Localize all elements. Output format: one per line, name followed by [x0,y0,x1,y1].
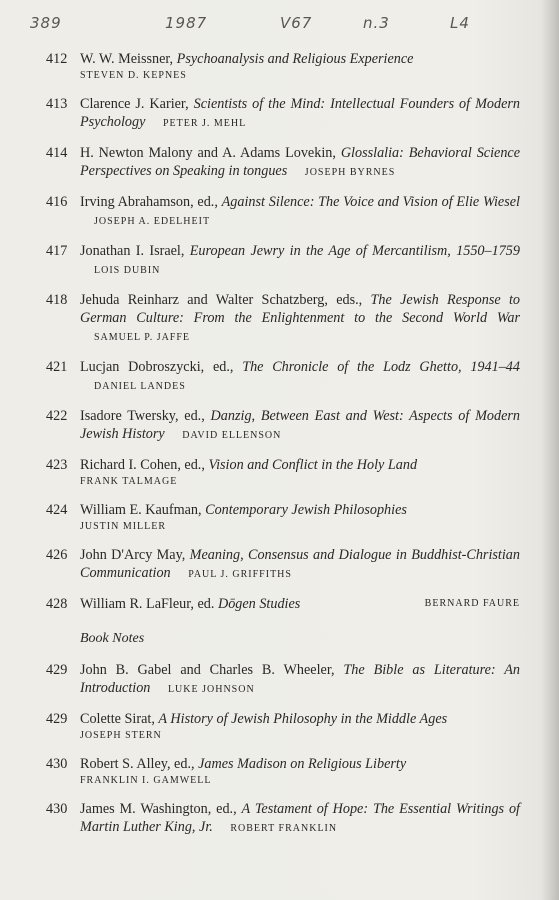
entry-title: Meaning, Consensus and Dialogue in Buddhist-Christian Communication [80,547,520,581]
entry-title: A Testament of Hope: The Essential Writings of Martin Luther King, Jr. [80,801,520,835]
review-entry [46,595,520,613]
review-entry [46,546,520,584]
entry-reviewer: LUKE JOHNSON [167,684,255,695]
entry-author: William R. LaFleur, ed. [80,596,218,612]
entry-author: John B. Gabel and Charles B. Wheeler, [80,662,344,678]
entry-reviewer: BERNARD FAURE [424,598,520,609]
page-number: 424 [46,502,68,518]
page-number: 413 [46,96,68,112]
book-note-entry [46,800,520,838]
review-entry [46,193,520,231]
entry-reviewer: ROBERT FRANKLIN [230,823,338,834]
page-number: 426 [46,547,68,563]
review-list [46,50,520,849]
review-entry [46,50,520,84]
handwritten-annotation [30,14,530,44]
entry-reviewer: LOIS DUBIN [94,265,161,276]
handwritten-note: n.3 [363,14,390,32]
entry-reviewer: PAUL J. GRIFFITHS [188,569,292,580]
entry-reviewer: JOSEPH A. EDELHEIT [94,216,211,227]
entry-author: Colette Sirat, [80,711,159,727]
entry-reviewer: DAVID ELLENSON [182,430,282,441]
page-number: 429 [46,711,68,727]
page-number: 421 [46,359,68,375]
entry-reviewer: JOSEPH BYRNES [304,167,396,178]
entry-title: Psychoanalysis and Religious Experience [176,51,414,67]
entry-author: Clarence J. Karier, [80,96,194,112]
book-note-entry [46,710,520,744]
entry-title: Glosslalia: Behavioral Science Perspectives on Speaking in tongues [80,145,521,179]
entry-author: William E. Kaufman, [80,502,206,518]
entry-author: Jehuda Reinharz and Walter Schatzberg, eds., [80,292,371,308]
entry-reviewer: STEVEN D. KEPNES [80,70,187,81]
entry-title: Dōgen Studies [217,596,301,612]
review-entry [46,456,520,490]
entry-reviewer: JOSEPH STERN [80,730,162,741]
page-number: 414 [46,145,68,161]
entry-reviewer: DANIEL LANDES [94,381,186,392]
page-number: 423 [46,457,68,473]
review-entry [46,291,520,347]
section-heading: Book Notes [80,631,145,646]
page-number: 417 [46,243,68,259]
review-entry [46,242,520,280]
entry-author: Lucjan Dobroszycki, ed., [80,359,243,375]
review-entry [46,407,520,445]
review-entry [46,501,520,535]
entry-title: A History of Jewish Philosophy in the Middle Ages [158,711,448,727]
review-entry [46,95,520,133]
entry-author: W. W. Meissner, [80,51,177,67]
entry-title: Against Silence: The Voice and Vision of Elie Wiesel [221,194,520,210]
page-number: 412 [46,51,68,67]
entry-author: John D'Arcy May, [80,547,190,563]
page-number: 430 [46,756,68,772]
book-note-entry [46,661,520,699]
entry-author: Jonathan I. Israel, [80,243,190,259]
entry-title: Scientists of the Mind: Intellectual Founders of Modern Psychology [80,96,520,130]
entry-author: Richard I. Cohen, ed., [80,457,209,473]
entry-author: Isadore Twersky, ed., [80,408,211,424]
entry-title: The Chronicle of the Lodz Ghetto, 1941–44 [242,359,520,375]
page-number: 430 [46,801,68,817]
entry-author: H. Newton Malony and A. Adams Lovekin, [80,145,341,161]
page-number: 422 [46,408,68,424]
entry-title: European Jewry in the Age of Mercantilism, 1550–1759 [189,243,520,259]
page-number: 428 [46,596,68,612]
entry-reviewer: PETER J. MEHL [162,118,247,129]
entry-author: Robert S. Alley, ed., [80,756,199,772]
entry-reviewer: JUSTIN MILLER [80,521,167,532]
entry-author: James M. Washington, ed., [80,801,242,817]
entry-title: Danzig, Between East and West: Aspects of Modern Jewish History [80,408,520,442]
page-number: 429 [46,662,68,678]
entry-title: James Madison on Religious Liberty [198,756,407,772]
review-entry [46,358,520,396]
entry-reviewer: FRANK TALMAGE [80,476,178,487]
handwritten-note: V67 [280,14,313,32]
review-entry [46,144,520,182]
entry-title: The Jewish Response to German Culture: From the Enlightenment to the Second World War [80,292,520,326]
book-note-entry [46,755,520,789]
handwritten-note: 1987 [165,14,208,32]
entry-author: Irving Abrahamson, ed., [80,194,222,210]
page-number: 418 [46,292,68,308]
entry-title: Contemporary Jewish Philosophies [205,502,407,518]
handwritten-note: 389 [30,14,62,32]
page-number: 416 [46,194,68,210]
entry-reviewer: SAMUEL P. JAFFE [94,332,191,343]
entry-reviewer: FRANKLIN I. GAMWELL [80,775,212,786]
entry-title: Vision and Conflict in the Holy Land [208,457,418,473]
page-edge-shadow [541,0,559,900]
entry-title: The Bible as Literature: An Introduction [80,662,520,696]
handwritten-note: L4 [450,14,470,32]
